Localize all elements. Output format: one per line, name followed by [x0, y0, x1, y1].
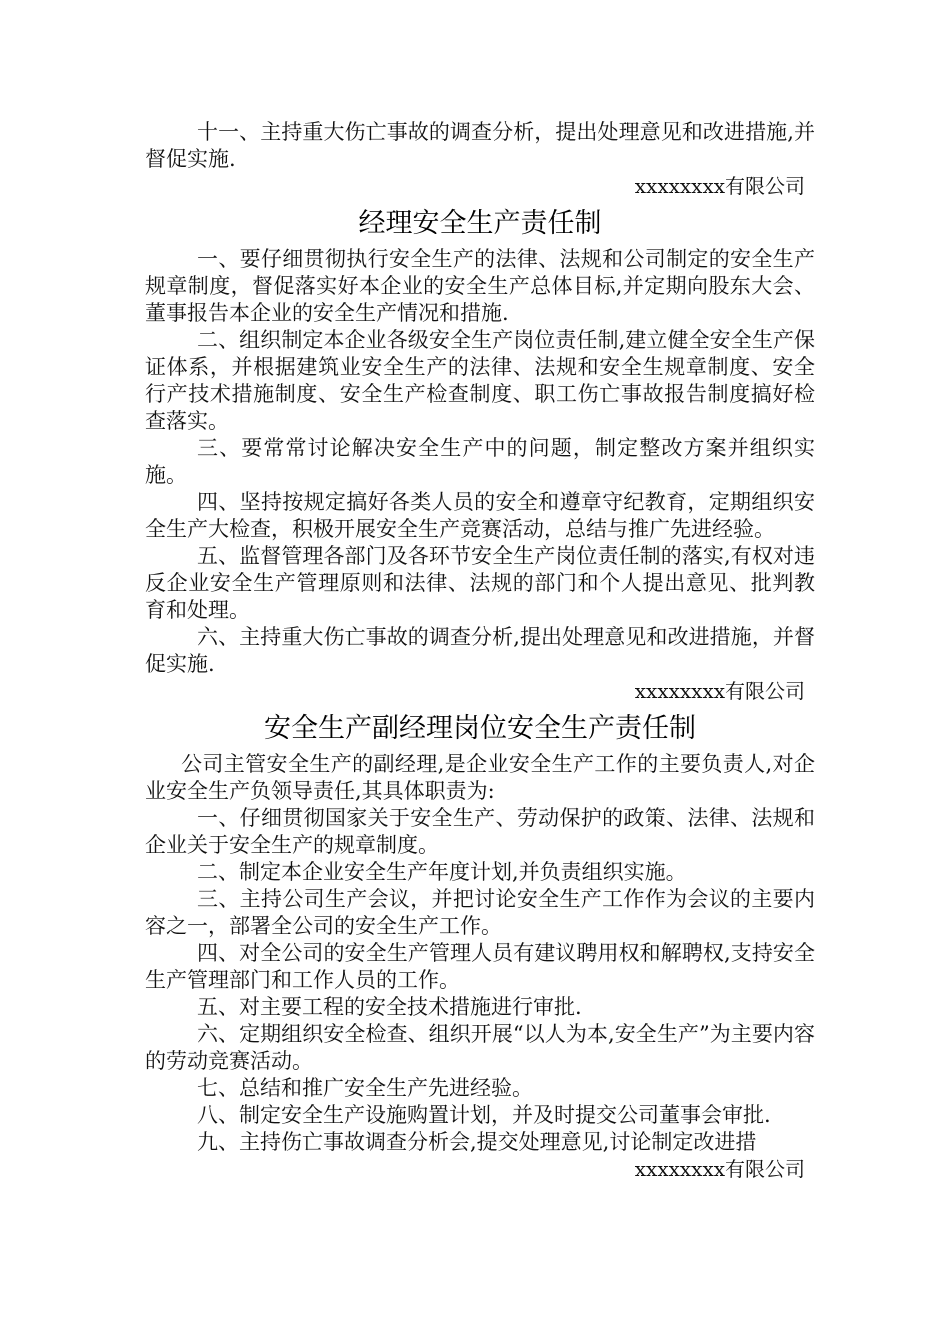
- paragraph: 七、总结和推广安全生产先进经验。: [197, 1076, 533, 1100]
- document-page: [145, 119, 815, 1183]
- paragraph: 四、对全公司的安全生产管理人员有建议聘用权和解聘权,支持安全生产管理部门和工作人员的工作。: [145, 941, 815, 992]
- paragraph: 八、制定安全生产设施购置计划，并及时提交公司董事会审批.: [197, 1103, 771, 1127]
- section-title-deputy: 安全生产副经理岗位安全生产责任制: [264, 713, 696, 744]
- company-signature: xxxxxxxx有限公司: [634, 679, 805, 703]
- paragraph: 一、仔细贯彻国家关于安全生产、劳动保护的政策、法律、法规和企业关于安全生产的规章制度。: [145, 806, 815, 857]
- company-signature: xxxxxxxx有限公司: [634, 1157, 805, 1181]
- paragraph: 二、制定本企业安全生产年度计划,并负责组织实施。: [197, 860, 687, 884]
- paragraph: 三、要常常讨论解决安全生产中的问题，制定整改方案并组织实施。: [145, 436, 815, 487]
- section-title-manager: 经理安全生产责任制: [358, 208, 602, 239]
- paragraph: 三、主持公司生产会议，并把讨论安全生产工作作为会议的主要内容之一，部署全公司的安全生产工作。: [145, 887, 815, 938]
- paragraph: 六、定期组织安全检查、组织开展“以人为本,安全生产”为主要内容的劳动竞赛活动。: [145, 1022, 815, 1073]
- paragraph: 六、主持重大伤亡事故的调查分析,提出处理意见和改进措施，并督促实施.: [145, 625, 815, 676]
- paragraph: 四、坚持按规定搞好各类人员的安全和遵章守纪教育，定期组织安全生产大检查，积极开展安全生产竞赛活动，总结与推广先进经验。: [145, 490, 815, 541]
- paragraph: 五、监督管理各部门及各环节安全生产岗位责任制的落实,有权对违反企业安全生产管理原则和法律、法规的部门和个人提出意见、批判教育和处理。: [145, 544, 815, 622]
- paragraph: 十一、主持重大伤亡事故的调查分析，提出处理意见和改进措施,并督促实施.: [145, 120, 815, 171]
- paragraph: 一、要仔细贯彻执行安全生产的法律、法规和公司制定的安全生产规章制度，督促落实好本企业的安全生产总体目标,并定期向股东大会、董事报告本企业的安全生产情况和措施.: [145, 247, 815, 325]
- paragraph: 五、对主要工程的安全技术措施进行审批.: [197, 995, 582, 1019]
- paragraph: 九、主持伤亡事故调查分析会,提交处理意见,讨论制定改进措: [197, 1130, 757, 1154]
- paragraph: 二、组织制定本企业各级安全生产岗位责任制,建立健全安全生产保证体系，并根据建筑业安全生产的法律、法规和安全生规章制度、安全行产技术措施制度、安全生产检查制度、职工伤亡事故报告制度搞好检查落实。: [145, 328, 815, 433]
- intro-paragraph: 公司主管安全生产的副经理,是企业安全生产工作的主要负责人,对企业安全生产负领导责任,其具体职责为:: [145, 752, 815, 803]
- company-signature: xxxxxxxx有限公司: [634, 174, 805, 198]
